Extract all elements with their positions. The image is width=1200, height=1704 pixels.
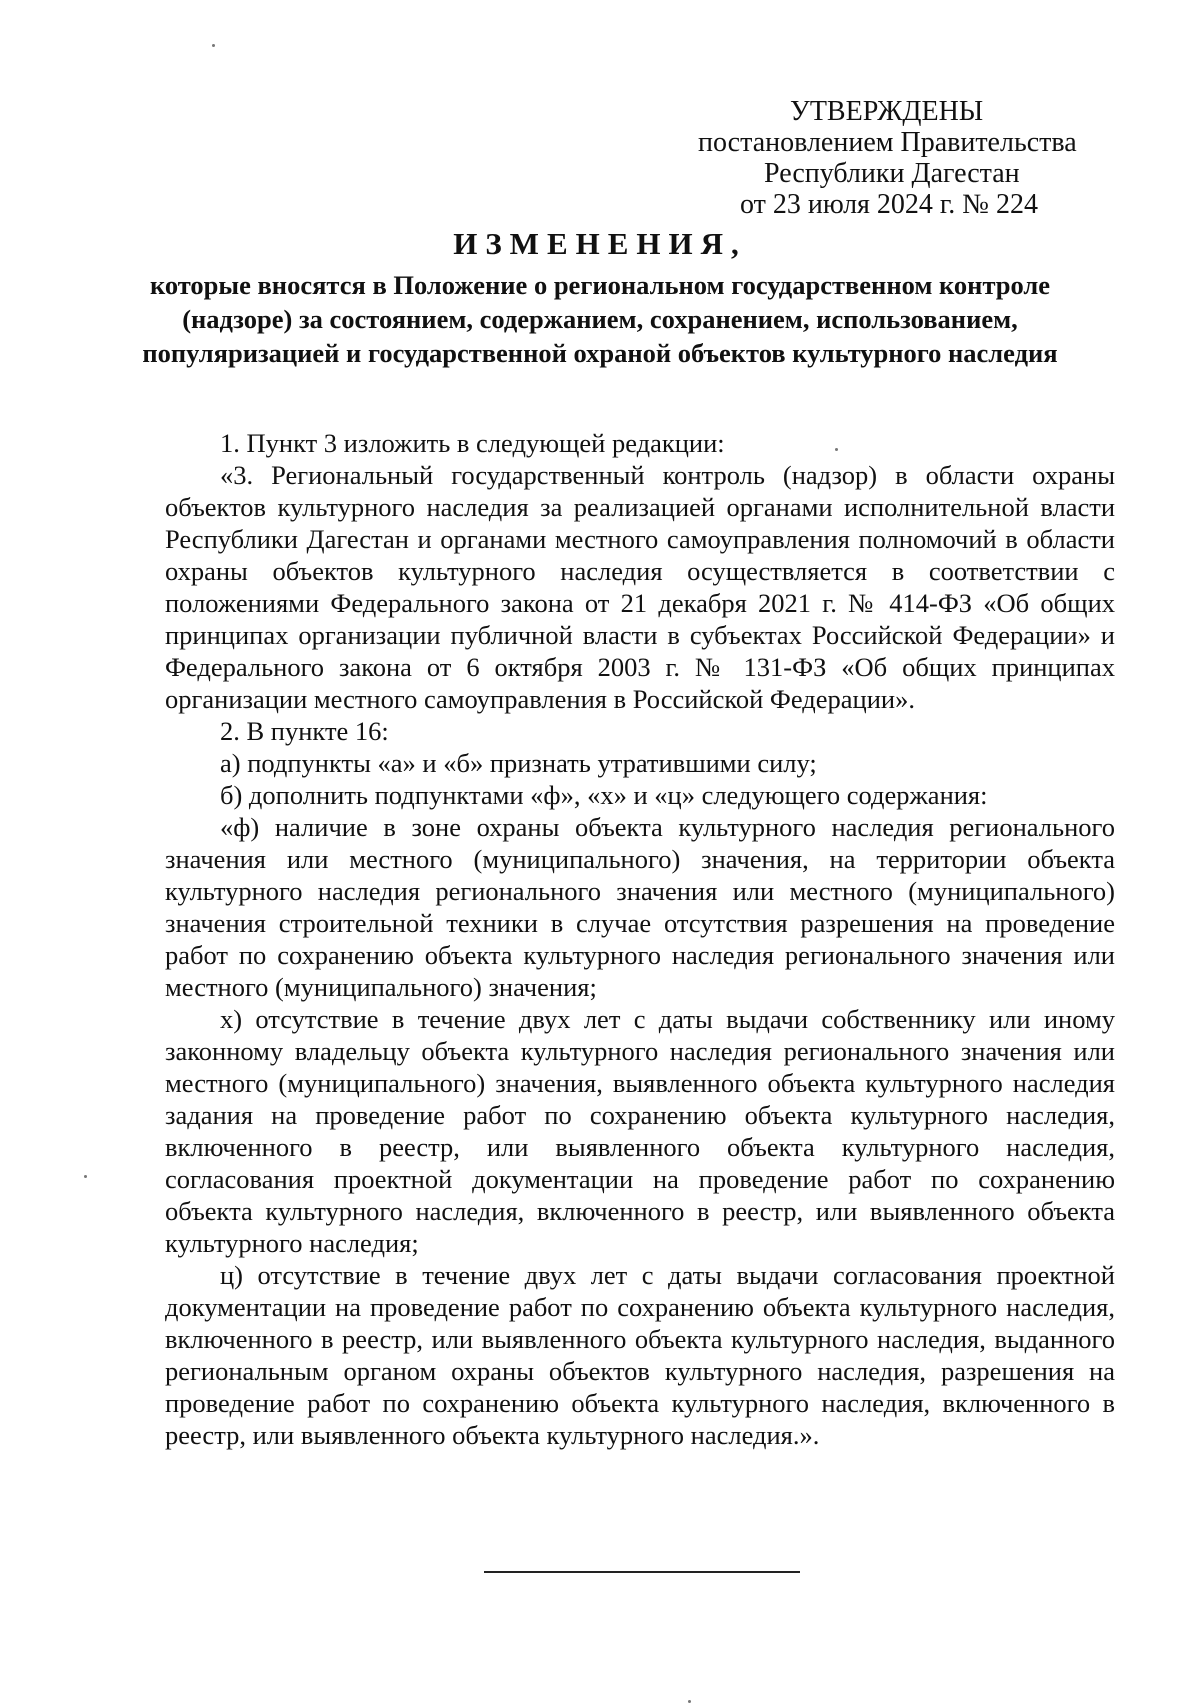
paragraph-subitem-kh: х) отсутствие в течение двух лет с даты выдачи собственнику или иному законному владельцу объекта культурного наследия регионального значения или местного (муниципального) значения, выявленного объекта культурного наследия задания на проведение работ по сохранению объекта культурного наследия, включенного в реестр, или выявленного объекта культурного наследия, согласования проектной документации на проведение работ по сохранению объекта культурного наследия, включенного в реестр, или выявленного объекта культурного наследия; <box>165 1004 1115 1258</box>
end-of-document-rule <box>484 1571 800 1573</box>
approval-line-resolution: постановлением Правительства <box>698 127 1077 158</box>
approval-stamp-block <box>640 96 1110 220</box>
document-body <box>165 427 1115 1451</box>
document-title-block <box>140 226 1060 370</box>
paragraph-item-2: 2. В пункте 16: <box>220 716 389 746</box>
paragraph-item-1: 1. Пункт 3 изложить в следующей редакции: <box>220 428 725 458</box>
approval-heading: УТВЕРЖДЕНЫ <box>790 96 984 127</box>
paragraph-point-3-text: «3. Региональный государственный контроль (надзор) в области охраны объектов культурного наследия за реализацией органами исполнительной власти Республики Дагестан и органами местного самоуправления полномочий в области охраны объектов культурного наследия осуществляется в соответствии с положениями Федерального закона от 21 декабря 2021 г. № 414-ФЗ «Об общих принципах организации публичной власти в субъектах Российской Федерации» и Федерального закона от 6 октября 2003 г. № 131-ФЗ «Об общих принципах организации местного самоуправления в Российской Федерации». <box>165 460 1115 714</box>
paragraph-subitem-a: а) подпункты «а» и «б» признать утратившими силу; <box>220 748 817 778</box>
scan-speck <box>835 448 838 451</box>
scan-speck <box>688 1700 691 1703</box>
paragraph-subitem-ts: ц) отсутствие в течение двух лет с даты выдачи согласования проектной документации на проведение работ по сохранению объекта культурного наследия, включенного в реестр, или выявленного объекта культурного наследия, выданного региональным органом охраны объектов культурного наследия, разрешения на проведение работ по сохранению объекта культурного наследия, включенного в реестр, или выявленного объекта культурного наследия.». <box>165 1260 1115 1450</box>
approval-line-date-number: от 23 июля 2024 г. № 224 <box>740 189 1038 220</box>
paragraph-subitem-b: б) дополнить подпунктами «ф», «х» и «ц» следующего содержания: <box>220 780 988 810</box>
document-subtitle: которые вносятся в Положение о региональном государственном контроле (надзоре) за состоянием, содержанием, сохранением, использованием, популяризацией и государственной охраной объектов культурного наследия <box>142 270 1058 368</box>
document-title: ИЗМЕНЕНИЯ, <box>453 226 747 261</box>
scan-speck <box>84 1175 87 1178</box>
approval-line-republic: Республики Дагестан <box>764 158 1020 189</box>
scan-speck <box>212 44 215 47</box>
paragraph-subitem-f: «ф) наличие в зоне охраны объекта культурного наследия регионального значения или местного (муниципального) значения, на территории объекта культурного наследия регионального значения или местного (муниципального) значения строительной техники в случае отсутствия разрешения на проведение работ по сохранению объекта культурного наследия регионального значения или местного (муниципального) значения; <box>165 812 1115 1002</box>
